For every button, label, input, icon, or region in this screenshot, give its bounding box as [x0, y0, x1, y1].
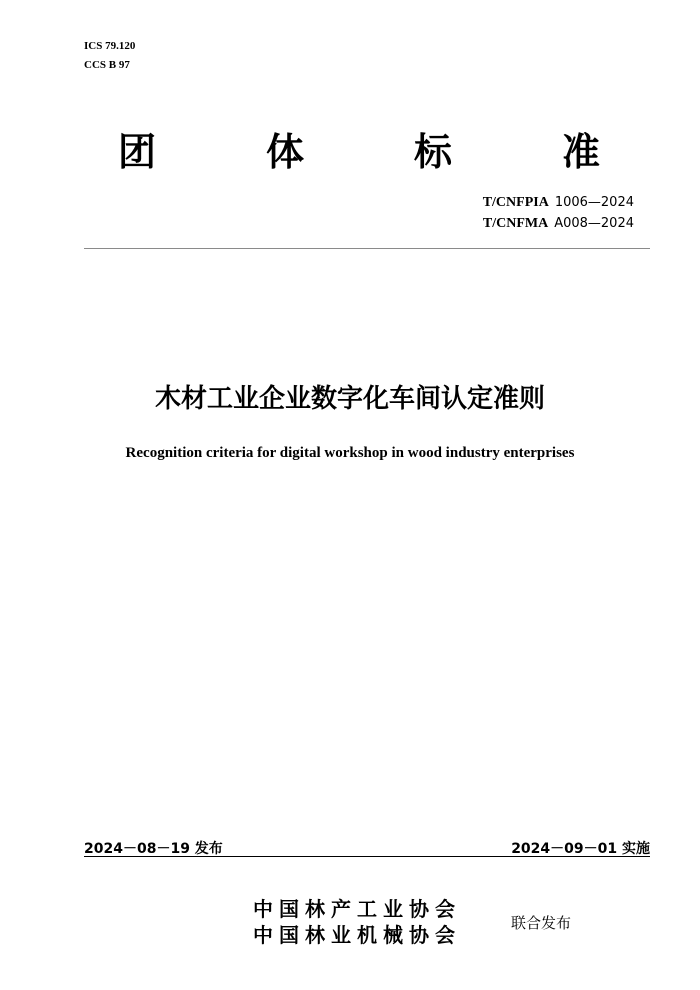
standard-number: A008—2024 [554, 216, 634, 231]
standard-number: 1006—2024 [554, 195, 634, 210]
ics-code: ICS 79.120 [84, 40, 136, 52]
document-title-english: Recognition criteria for digital workshop in wood industry enterprises [125, 445, 575, 461]
standard-type-char-1: 团 [118, 130, 157, 174]
issuer-name: 中国林业机械协会 [253, 923, 461, 947]
ccs-code: CCS B 97 [84, 59, 130, 71]
joint-publication-label: 联合发布 [511, 914, 572, 932]
standard-org: T/CNFPIA [482, 195, 549, 210]
implement-date: 2024－09－01 实施 [511, 841, 650, 857]
standard-type-char-3: 标 [414, 130, 453, 174]
standard-type-heading [0, 127, 700, 177]
standard-type-char-4: 准 [562, 130, 601, 174]
standard-number-row [483, 213, 634, 234]
footer-divider [84, 856, 650, 857]
classification-codes [84, 37, 135, 75]
standard-number-row [483, 192, 634, 213]
standard-org: T/CNFMA [482, 216, 549, 231]
issuer-name: 中国林产工业协会 [253, 897, 461, 921]
document-title-chinese: 木材工业企业数字化车间认定准则 [154, 384, 545, 414]
issuing-organizations [253, 896, 461, 948]
standard-numbers [483, 192, 634, 234]
header-divider [84, 248, 650, 249]
standard-type-char-2: 体 [266, 130, 305, 174]
publish-date: 2024－08－19 发布 [84, 841, 223, 857]
